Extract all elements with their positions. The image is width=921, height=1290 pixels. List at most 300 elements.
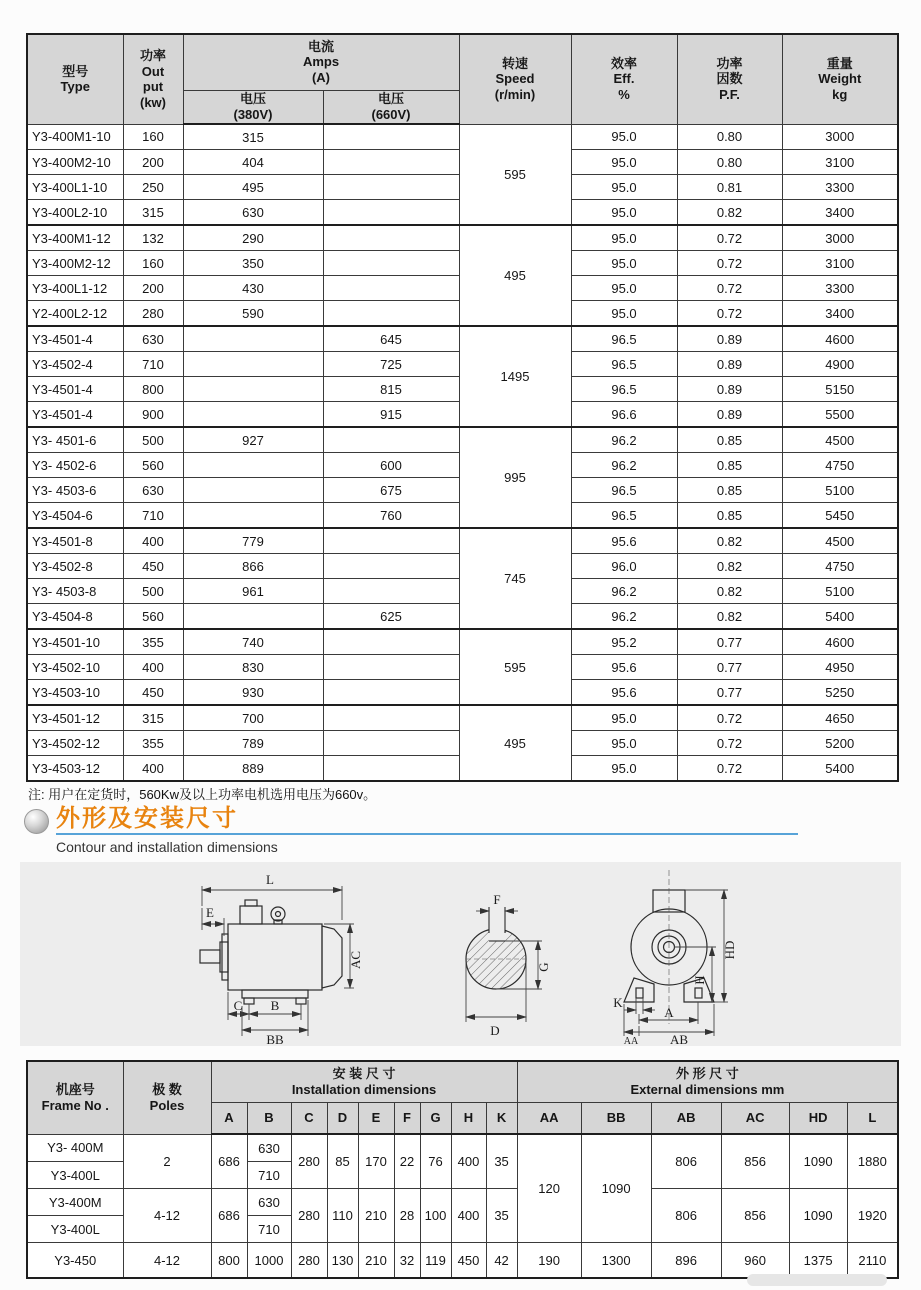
- dim-label-B: B: [270, 998, 280, 1013]
- install-col-F: F: [394, 1103, 420, 1135]
- dim-label-AB: AB: [669, 1032, 689, 1046]
- type-cell: Y3-4501-4: [27, 402, 123, 428]
- section-underline: [56, 833, 798, 835]
- type-cell: Y3-4502-12: [27, 731, 123, 756]
- amps-380v-cell: 404: [183, 150, 323, 175]
- output-kw-cell: 200: [123, 276, 183, 301]
- weight-cell: 3300: [782, 175, 898, 200]
- amps-380v-cell: 789: [183, 731, 323, 756]
- efficiency-cell: 95.0: [571, 251, 677, 276]
- dim-label-A: A: [664, 1005, 674, 1020]
- speed-cell: 1495: [459, 326, 571, 427]
- weight-cell: 5450: [782, 503, 898, 529]
- install-col-A: A: [211, 1103, 247, 1135]
- output-kw-cell: 315: [123, 705, 183, 731]
- amps-660v-cell: [323, 528, 459, 554]
- dim-K-cell: 35: [486, 1134, 517, 1189]
- power-factor-cell: 0.72: [677, 251, 782, 276]
- efficiency-cell: 95.0: [571, 175, 677, 200]
- spec-row: [27, 705, 898, 731]
- type-cell: Y2-400L2-12: [27, 301, 123, 327]
- col-header-installation: 安 装 尺 寸 Installation dimensions: [211, 1061, 517, 1103]
- power-factor-cell: 0.82: [677, 579, 782, 604]
- power-factor-cell: 0.89: [677, 352, 782, 377]
- dim-AC-cell: 856: [721, 1189, 789, 1243]
- poles-cell: 4-12: [123, 1189, 211, 1243]
- frame-cell: Y3-400M: [27, 1189, 123, 1216]
- install-col-E: E: [358, 1103, 394, 1135]
- weight-cell: 3300: [782, 276, 898, 301]
- amps-660v-cell: 645: [323, 326, 459, 352]
- amps-380v-cell: 290: [183, 225, 323, 251]
- dim-F-cell: 22: [394, 1134, 420, 1189]
- external-col-AB: AB: [651, 1103, 721, 1135]
- speed-cell: 595: [459, 629, 571, 705]
- side-view-drawing: [150, 862, 460, 1046]
- dim-H-cell: 400: [451, 1134, 486, 1189]
- dimension-table: [26, 1060, 899, 1279]
- install-col-H: H: [451, 1103, 486, 1135]
- efficiency-cell: 96.2: [571, 453, 677, 478]
- amps-380v-cell: 495: [183, 175, 323, 200]
- install-col-K: K: [486, 1103, 517, 1135]
- motor-spec-table: [26, 33, 899, 782]
- col-header-amps: 电流 Amps (A): [183, 34, 459, 90]
- efficiency-cell: 96.0: [571, 554, 677, 579]
- dim-L-cell: 1880: [847, 1134, 898, 1189]
- efficiency-cell: 96.5: [571, 352, 677, 377]
- type-cell: Y3-4501-4: [27, 326, 123, 352]
- install-col-G: G: [420, 1103, 451, 1135]
- efficiency-cell: 95.6: [571, 655, 677, 680]
- install-col-B: B: [247, 1103, 291, 1135]
- dim-D-cell: 110: [327, 1189, 358, 1243]
- dim-F-cell: 32: [394, 1243, 420, 1279]
- weight-cell: 4500: [782, 528, 898, 554]
- dim-HD-cell: 1090: [789, 1189, 847, 1243]
- efficiency-cell: 95.6: [571, 680, 677, 706]
- dim-H-cell: 400: [451, 1189, 486, 1243]
- type-cell: Y3-4501-12: [27, 705, 123, 731]
- efficiency-cell: 95.0: [571, 731, 677, 756]
- dim-label-L: L: [266, 872, 274, 887]
- amps-380v-cell: [183, 453, 323, 478]
- efficiency-cell: 95.0: [571, 200, 677, 226]
- dim-B-cell: 1000: [247, 1243, 291, 1279]
- efficiency-cell: 95.0: [571, 276, 677, 301]
- amps-660v-cell: [323, 200, 459, 226]
- install-col-C: C: [291, 1103, 327, 1135]
- efficiency-cell: 95.6: [571, 528, 677, 554]
- output-kw-cell: 400: [123, 528, 183, 554]
- weight-cell: 5500: [782, 402, 898, 428]
- type-cell: Y3-400M2-10: [27, 150, 123, 175]
- amps-660v-cell: [323, 225, 459, 251]
- spec-row: [27, 326, 898, 352]
- amps-660v-cell: [323, 124, 459, 150]
- power-factor-cell: 0.72: [677, 276, 782, 301]
- external-col-AA: AA: [517, 1103, 581, 1135]
- weight-cell: 5400: [782, 756, 898, 782]
- dim-A-cell: 686: [211, 1134, 247, 1189]
- efficiency-cell: 96.5: [571, 478, 677, 503]
- output-kw-cell: 450: [123, 554, 183, 579]
- dim-K-cell: 42: [486, 1243, 517, 1279]
- dim-AA-cell: 120: [517, 1134, 581, 1243]
- section-header: [24, 806, 824, 855]
- amps-660v-cell: 760: [323, 503, 459, 529]
- install-col-D: D: [327, 1103, 358, 1135]
- type-cell: Y3-400M2-12: [27, 251, 123, 276]
- amps-380v-cell: 830: [183, 655, 323, 680]
- amps-660v-cell: 675: [323, 478, 459, 503]
- output-kw-cell: 800: [123, 377, 183, 402]
- dim-label-F: F: [493, 892, 501, 907]
- power-factor-cell: 0.89: [677, 402, 782, 428]
- efficiency-cell: 96.2: [571, 604, 677, 630]
- efficiency-cell: 95.0: [571, 150, 677, 175]
- output-kw-cell: 630: [123, 478, 183, 503]
- amps-660v-cell: [323, 301, 459, 327]
- type-cell: Y3-400L1-12: [27, 276, 123, 301]
- amps-380v-cell: 315: [183, 124, 323, 150]
- amps-380v-cell: 930: [183, 680, 323, 706]
- amps-660v-cell: [323, 680, 459, 706]
- type-cell: Y3-4502-4: [27, 352, 123, 377]
- speed-cell: 995: [459, 427, 571, 528]
- weight-cell: 3400: [782, 301, 898, 327]
- dim-label-H: H: [692, 975, 707, 985]
- output-kw-cell: 132: [123, 225, 183, 251]
- power-factor-cell: 0.89: [677, 377, 782, 402]
- speed-cell: 595: [459, 124, 571, 225]
- amps-380v-cell: [183, 478, 323, 503]
- amps-380v-cell: 961: [183, 579, 323, 604]
- weight-cell: 5400: [782, 604, 898, 630]
- weight-cell: 5100: [782, 478, 898, 503]
- dim-label-AA: AA: [623, 1036, 639, 1046]
- type-cell: Y3-4503-10: [27, 680, 123, 706]
- weight-cell: 4750: [782, 554, 898, 579]
- weight-cell: 4950: [782, 655, 898, 680]
- amps-380v-cell: 740: [183, 629, 323, 655]
- dim-label-K: K: [613, 995, 623, 1010]
- weight-cell: 5100: [782, 579, 898, 604]
- efficiency-cell: 95.0: [571, 705, 677, 731]
- dim-E-cell: 170: [358, 1134, 394, 1189]
- poles-cell: 4-12: [123, 1243, 211, 1279]
- amps-380v-cell: 889: [183, 756, 323, 782]
- dim-D-cell: 85: [327, 1134, 358, 1189]
- output-kw-cell: 400: [123, 655, 183, 680]
- side-dimension-lines: [202, 886, 354, 1036]
- dim-A-cell: 800: [211, 1243, 247, 1279]
- output-kw-cell: 450: [123, 680, 183, 706]
- weight-cell: 3100: [782, 251, 898, 276]
- weight-cell: 5250: [782, 680, 898, 706]
- amps-380v-cell: [183, 326, 323, 352]
- type-cell: Y3-400M1-12: [27, 225, 123, 251]
- col-header-poles: 极 数 Poles: [123, 1061, 211, 1134]
- amps-660v-cell: [323, 629, 459, 655]
- amps-660v-cell: 915: [323, 402, 459, 428]
- weight-cell: 4600: [782, 326, 898, 352]
- dim-G-cell: 76: [420, 1134, 451, 1189]
- dim-B-cell: 710: [247, 1216, 291, 1243]
- dim-E-cell: 210: [358, 1243, 394, 1279]
- frame-cell: Y3-400L: [27, 1162, 123, 1189]
- dim-A-cell: 686: [211, 1189, 247, 1243]
- output-kw-cell: 160: [123, 124, 183, 150]
- power-factor-cell: 0.77: [677, 680, 782, 706]
- type-cell: Y3-4504-6: [27, 503, 123, 529]
- speed-cell: 495: [459, 705, 571, 781]
- shaft-section-drawing: [448, 862, 558, 1046]
- type-cell: Y3-400L2-10: [27, 200, 123, 226]
- spec-row: [27, 225, 898, 251]
- efficiency-cell: 95.2: [571, 629, 677, 655]
- power-factor-cell: 0.82: [677, 528, 782, 554]
- power-factor-cell: 0.85: [677, 427, 782, 453]
- external-col-AC: AC: [721, 1103, 789, 1135]
- output-kw-cell: 710: [123, 352, 183, 377]
- type-cell: Y3- 4501-6: [27, 427, 123, 453]
- type-cell: Y3-4501-4: [27, 377, 123, 402]
- motor-outline: [200, 900, 342, 1004]
- dim-E-cell: 210: [358, 1189, 394, 1243]
- power-factor-cell: 0.85: [677, 478, 782, 503]
- output-kw-cell: 200: [123, 150, 183, 175]
- output-kw-cell: 900: [123, 402, 183, 428]
- external-col-HD: HD: [789, 1103, 847, 1135]
- weight-cell: 3100: [782, 150, 898, 175]
- output-kw-cell: 560: [123, 453, 183, 478]
- section-subtitle: Contour and installation dimensions: [56, 839, 278, 856]
- dim-G-cell: 119: [420, 1243, 451, 1279]
- output-kw-cell: 500: [123, 579, 183, 604]
- amps-380v-cell: 630: [183, 200, 323, 226]
- amps-660v-cell: 815: [323, 377, 459, 402]
- frame-cell: Y3- 400M: [27, 1134, 123, 1162]
- weight-cell: 3000: [782, 225, 898, 251]
- type-cell: Y3-4502-10: [27, 655, 123, 680]
- power-factor-cell: 0.89: [677, 326, 782, 352]
- type-cell: Y3-400M1-10: [27, 124, 123, 150]
- col-header-pf: 功率 因数 P.F.: [677, 34, 782, 124]
- dim-HD-cell: 1090: [789, 1134, 847, 1189]
- amps-660v-cell: [323, 276, 459, 301]
- type-cell: Y3- 4502-6: [27, 453, 123, 478]
- power-factor-cell: 0.82: [677, 554, 782, 579]
- speed-cell: 495: [459, 225, 571, 326]
- power-factor-cell: 0.82: [677, 604, 782, 630]
- weight-cell: 4500: [782, 427, 898, 453]
- output-kw-cell: 160: [123, 251, 183, 276]
- type-cell: Y3-4501-8: [27, 528, 123, 554]
- spec-row: [27, 427, 898, 453]
- dim-C-cell: 280: [291, 1243, 327, 1279]
- dim-C-cell: 280: [291, 1134, 327, 1189]
- dim-BB-cell: 1300: [581, 1243, 651, 1279]
- output-kw-cell: 355: [123, 629, 183, 655]
- amps-660v-cell: [323, 251, 459, 276]
- amps-380v-cell: [183, 503, 323, 529]
- dim-label-BB: BB: [266, 1032, 284, 1046]
- weight-cell: 3000: [782, 124, 898, 150]
- efficiency-cell: 95.0: [571, 301, 677, 327]
- type-cell: Y3-4504-8: [27, 604, 123, 630]
- power-factor-cell: 0.72: [677, 756, 782, 782]
- amps-660v-cell: [323, 731, 459, 756]
- dim-row: [27, 1134, 898, 1162]
- amps-660v-cell: [323, 655, 459, 680]
- output-kw-cell: 710: [123, 503, 183, 529]
- power-factor-cell: 0.85: [677, 453, 782, 478]
- efficiency-cell: 95.0: [571, 124, 677, 150]
- footnote: 注: 用户在定货时，560Kw及以上功率电机选用电压为660v。: [28, 787, 377, 802]
- type-cell: Y3-4502-8: [27, 554, 123, 579]
- power-factor-cell: 0.77: [677, 655, 782, 680]
- col-header-weight: 重量 Weight kg: [782, 34, 898, 124]
- weight-cell: 4650: [782, 705, 898, 731]
- type-cell: Y3-400L1-10: [27, 175, 123, 200]
- col-header-voltage-380: 电压 (380V): [183, 90, 323, 124]
- amps-660v-cell: 725: [323, 352, 459, 377]
- amps-380v-cell: [183, 402, 323, 428]
- col-header-eff: 效率 Eff. %: [571, 34, 677, 124]
- amps-380v-cell: 700: [183, 705, 323, 731]
- col-header-frame: 机座号 Frame No .: [27, 1061, 123, 1134]
- dim-label-G: G: [536, 962, 551, 972]
- output-kw-cell: 630: [123, 326, 183, 352]
- efficiency-cell: 96.5: [571, 503, 677, 529]
- weight-cell: 4750: [782, 453, 898, 478]
- dim-B-cell: 630: [247, 1189, 291, 1216]
- power-factor-cell: 0.80: [677, 150, 782, 175]
- dim-label-C: C: [233, 998, 243, 1013]
- dim-label-E: E: [206, 905, 214, 920]
- frame-cell: Y3-400L: [27, 1216, 123, 1243]
- col-header-external: 外 形 尺 寸 External dimensions mm: [517, 1061, 898, 1103]
- dimension-drawings-panel: [20, 862, 901, 1046]
- amps-660v-cell: [323, 175, 459, 200]
- dim-BB-cell: 1090: [581, 1134, 651, 1243]
- col-header-type: 型号 Type: [27, 34, 123, 124]
- amps-660v-cell: [323, 756, 459, 782]
- dim-label-D: D: [490, 1023, 500, 1038]
- output-kw-cell: 400: [123, 756, 183, 782]
- dim-D-cell: 130: [327, 1243, 358, 1279]
- shaft-outline: [466, 907, 526, 989]
- frame-cell: Y3-450: [27, 1243, 123, 1279]
- dim-AB-cell: 806: [651, 1134, 721, 1189]
- output-kw-cell: 500: [123, 427, 183, 453]
- output-kw-cell: 355: [123, 731, 183, 756]
- dim-HD-cell: 1375: [789, 1243, 847, 1279]
- weight-cell: 5150: [782, 377, 898, 402]
- dim-AB-cell: 806: [651, 1189, 721, 1243]
- amps-380v-cell: [183, 352, 323, 377]
- weight-cell: 4900: [782, 352, 898, 377]
- weight-cell: 3400: [782, 200, 898, 226]
- power-factor-cell: 0.80: [677, 124, 782, 150]
- amps-660v-cell: 600: [323, 453, 459, 478]
- amps-380v-cell: 350: [183, 251, 323, 276]
- dim-L-cell: 2110: [847, 1243, 898, 1279]
- dim-label-HD: HD: [722, 940, 737, 960]
- efficiency-cell: 96.6: [571, 402, 677, 428]
- output-kw-cell: 315: [123, 200, 183, 226]
- efficiency-cell: 96.2: [571, 427, 677, 453]
- type-cell: Y3- 4503-8: [27, 579, 123, 604]
- amps-660v-cell: [323, 427, 459, 453]
- efficiency-cell: 95.0: [571, 756, 677, 782]
- dim-B-cell: 710: [247, 1162, 291, 1189]
- power-factor-cell: 0.72: [677, 705, 782, 731]
- dim-L-cell: 1920: [847, 1189, 898, 1243]
- amps-380v-cell: 779: [183, 528, 323, 554]
- spec-row: [27, 124, 898, 150]
- amps-660v-cell: 625: [323, 604, 459, 630]
- speed-cell: 745: [459, 528, 571, 629]
- dim-AC-cell: 960: [721, 1243, 789, 1279]
- dim-label-AC: AC: [348, 950, 363, 970]
- dim-AA-cell: 190: [517, 1243, 581, 1279]
- external-col-BB: BB: [581, 1103, 651, 1135]
- amps-660v-cell: [323, 705, 459, 731]
- col-header-voltage-660: 电压 (660V): [323, 90, 459, 124]
- amps-660v-cell: [323, 554, 459, 579]
- dim-G-cell: 100: [420, 1189, 451, 1243]
- power-factor-cell: 0.72: [677, 225, 782, 251]
- footer-smudge: [747, 1274, 887, 1286]
- amps-660v-cell: [323, 150, 459, 175]
- efficiency-cell: 96.5: [571, 377, 677, 402]
- efficiency-cell: 96.2: [571, 579, 677, 604]
- sphere-bullet-icon: [24, 809, 49, 834]
- dim-F-cell: 28: [394, 1189, 420, 1243]
- external-col-L: L: [847, 1103, 898, 1135]
- end-view-drawing: [576, 862, 751, 1046]
- efficiency-cell: 95.0: [571, 225, 677, 251]
- output-kw-cell: 280: [123, 301, 183, 327]
- amps-380v-cell: 866: [183, 554, 323, 579]
- dim-AC-cell: 856: [721, 1134, 789, 1189]
- weight-cell: 4600: [782, 629, 898, 655]
- dim-row: [27, 1189, 898, 1216]
- amps-380v-cell: [183, 377, 323, 402]
- poles-cell: 2: [123, 1134, 211, 1189]
- power-factor-cell: 0.81: [677, 175, 782, 200]
- dim-B-cell: 630: [247, 1134, 291, 1162]
- amps-380v-cell: [183, 604, 323, 630]
- dim-row: [27, 1243, 898, 1279]
- amps-380v-cell: 430: [183, 276, 323, 301]
- power-factor-cell: 0.82: [677, 200, 782, 226]
- output-kw-cell: 560: [123, 604, 183, 630]
- col-header-speed: 转速 Speed (r/min): [459, 34, 571, 124]
- output-kw-cell: 250: [123, 175, 183, 200]
- dim-C-cell: 280: [291, 1189, 327, 1243]
- dim-K-cell: 35: [486, 1189, 517, 1243]
- spec-row: [27, 528, 898, 554]
- efficiency-cell: 96.5: [571, 326, 677, 352]
- amps-660v-cell: [323, 579, 459, 604]
- power-factor-cell: 0.72: [677, 731, 782, 756]
- dim-H-cell: 450: [451, 1243, 486, 1279]
- type-cell: Y3-4503-12: [27, 756, 123, 782]
- type-cell: Y3-4501-10: [27, 629, 123, 655]
